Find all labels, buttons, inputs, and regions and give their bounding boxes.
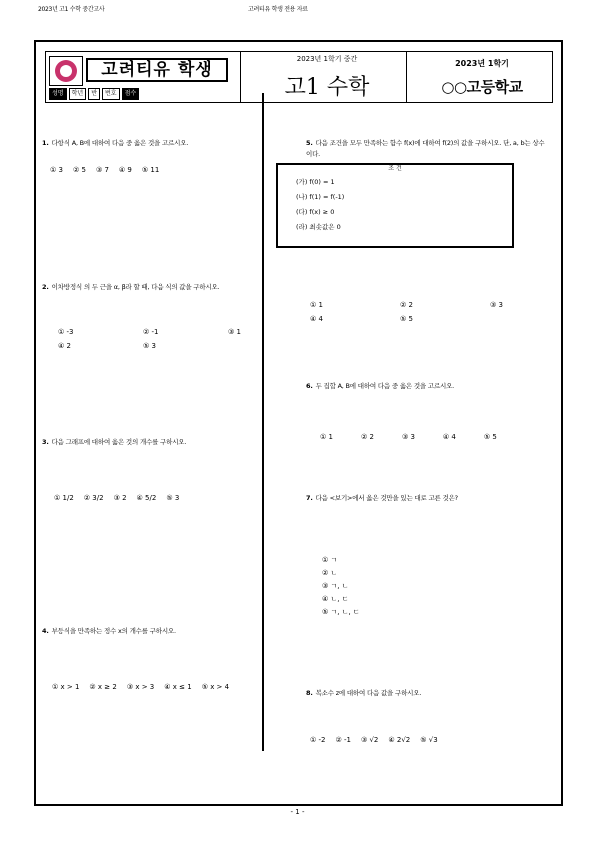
question-2: 2. 이차방정식 의 두 근을 α, β라 할 때, 다음 식의 값을 구하시오.	[42, 283, 220, 291]
option[interactable]: ② 2	[400, 301, 413, 309]
condition-box	[276, 163, 514, 248]
top-left-label: 2023년 고1 수학 중간고사	[38, 6, 105, 13]
option[interactable]: ④ 5/2	[136, 494, 157, 502]
tag-grade: 학년	[69, 88, 87, 100]
brand-title: 고려티유 학생	[86, 58, 228, 82]
option[interactable]: ② ㄴ	[322, 569, 338, 577]
option[interactable]: ④ x ≤ 1	[164, 683, 192, 691]
option[interactable]: ③ 3	[401, 433, 415, 441]
option[interactable]: ③ 1	[228, 328, 241, 336]
option[interactable]: ② -1	[143, 328, 159, 336]
tag-class: 반	[88, 88, 100, 100]
question-1: 1. 다항식 A, B에 대하여 다음 중 옳은 것을 고르시오.	[42, 139, 189, 147]
option[interactable]: ② 3/2	[83, 494, 104, 502]
condition-line: (가) f(0) = 1	[296, 178, 335, 186]
question-6-options	[320, 430, 550, 444]
school-logo-icon	[49, 56, 83, 86]
header-divider	[240, 52, 241, 102]
option[interactable]: ⑤ x > 4	[201, 683, 230, 691]
option[interactable]: ⑤ 5	[483, 433, 497, 441]
option[interactable]: ④ 2√2	[388, 736, 411, 744]
option[interactable]: ③ ㄱ, ㄴ	[322, 582, 349, 590]
question-7: 7. 다음 <보기>에서 옳은 것만을 있는 대로 고른 것은?	[306, 494, 458, 502]
option[interactable]: ③ 7	[95, 166, 109, 174]
subject-title: 고1 수학	[284, 75, 370, 100]
option[interactable]: ② x ≥ 2	[89, 683, 117, 691]
option[interactable]: ② -1	[335, 736, 351, 744]
option[interactable]: ④ 4	[442, 433, 456, 441]
question-8-options	[310, 733, 550, 747]
question-7-options	[322, 554, 542, 619]
option[interactable]: ④ ㄴ, ㄷ	[322, 595, 349, 603]
school-name: ○○고등학교	[441, 78, 523, 96]
option[interactable]: ① -2	[310, 736, 326, 744]
condition-line: (나) f(1) = f(-1)	[296, 193, 345, 201]
page-number: - 1 -	[290, 808, 305, 816]
question-4-options	[52, 680, 272, 694]
school-year: 2023년 1학기	[455, 59, 509, 68]
option[interactable]: ① 1	[310, 301, 323, 309]
option[interactable]: ② 5	[72, 166, 86, 174]
option[interactable]: ① x > 1	[52, 683, 80, 691]
question-2-options	[58, 325, 268, 353]
option[interactable]: ① 1	[320, 433, 333, 441]
option[interactable]: ④ 4	[310, 315, 323, 323]
question-8: 8. 복소수 z에 대하여 다음 값을 구하시오.	[306, 689, 422, 697]
header-divider	[406, 52, 407, 102]
option[interactable]: ③ √2	[360, 736, 379, 744]
column-divider	[262, 93, 264, 751]
option[interactable]: ⑤ 3	[143, 342, 156, 350]
option[interactable]: ④ 9	[118, 166, 132, 174]
question-4: 4. 부등식을 만족하는 정수 x의 개수를 구하시오.	[42, 627, 176, 635]
option[interactable]: ③ x > 3	[126, 683, 155, 691]
exam-label: 2023년 1학기 중간	[296, 55, 358, 63]
tag-number: 번호	[102, 88, 120, 100]
option[interactable]: ④ 2	[58, 342, 71, 350]
option[interactable]: ① 1/2	[54, 494, 74, 502]
option[interactable]: ① -3	[58, 328, 74, 336]
option[interactable]: ⑤ ㄱ, ㄴ, ㄷ	[322, 608, 360, 616]
exam-header	[45, 51, 553, 103]
option[interactable]: ① 3	[50, 166, 63, 174]
student-info-tags	[49, 88, 141, 100]
option[interactable]: ③ 3	[490, 301, 503, 309]
option[interactable]: ⑤ √3	[420, 736, 438, 744]
question-1-options	[50, 163, 280, 177]
question-3: 3. 다음 그래프에 대하여 옳은 것의 개수를 구하시오.	[42, 438, 187, 446]
tag-name: 성명	[49, 88, 67, 100]
option[interactable]: ⑤ 3	[166, 494, 180, 502]
condition-line: (다) f(x) ≥ 0	[296, 208, 335, 216]
tag-score: 점수	[122, 88, 140, 100]
option[interactable]: ① ㄱ	[322, 556, 338, 564]
question-6: 6. 두 집합 A, B에 대하여 다음 중 옳은 것을 고르시오.	[306, 382, 455, 390]
question-3-options	[54, 491, 274, 505]
option[interactable]: ② 2	[360, 433, 374, 441]
option[interactable]: ③ 2	[113, 494, 127, 502]
option[interactable]: ⑤ 5	[400, 315, 413, 323]
question-5-options	[310, 298, 540, 326]
option[interactable]: ⑤ 11	[141, 166, 160, 174]
condition-title: 조 건	[388, 165, 402, 172]
top-center-label: 고려티유 학생 전용 자료	[248, 6, 308, 13]
condition-line: (라) 최솟값은 0	[296, 223, 341, 231]
question-5: 5. 다음 조건을 모두 만족하는 함수 f(x)에 대하여 f(2)의 값을 구하시오. 단, a, b는 상수이다.	[306, 139, 545, 158]
